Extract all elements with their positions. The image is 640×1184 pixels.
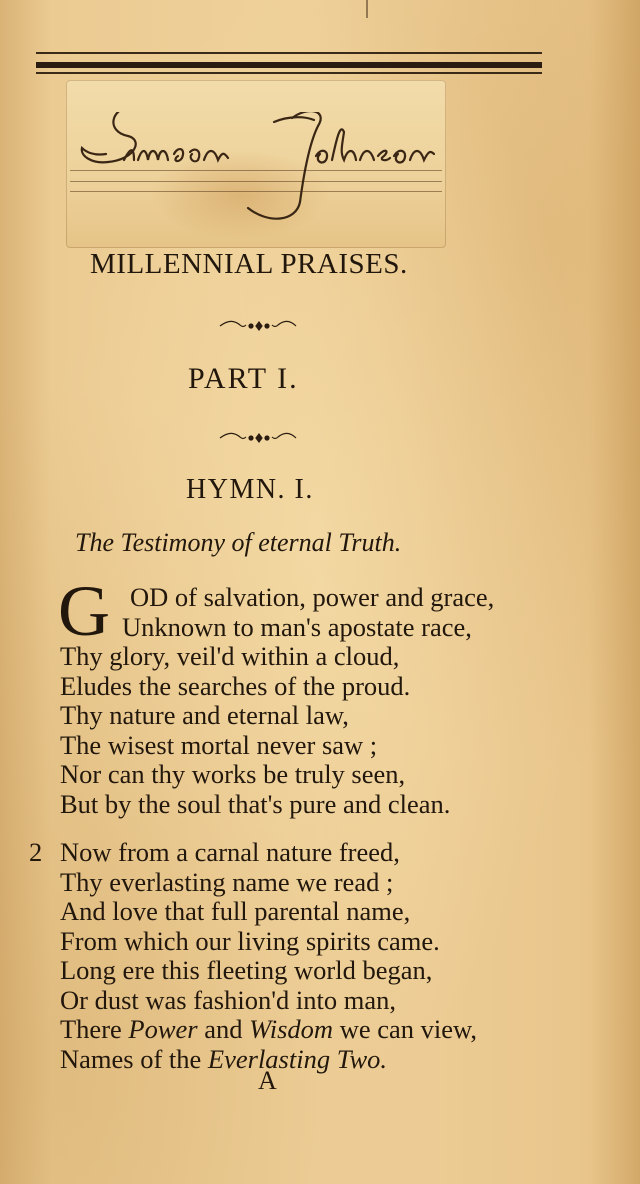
verse-line: Thy nature and eternal law, bbox=[60, 700, 349, 730]
verse-text: There bbox=[60, 1014, 129, 1044]
top-rule-thin-lower bbox=[36, 72, 542, 74]
verse-2 bbox=[60, 838, 477, 1074]
handwritten-signature bbox=[78, 112, 438, 232]
italic-word: Wisdom bbox=[249, 1014, 334, 1044]
top-rule-thick bbox=[36, 62, 542, 68]
verse-line: From which our living spirits came. bbox=[60, 925, 440, 956]
verse-text: and bbox=[197, 1014, 250, 1044]
verse-line: But by the soul that's pure and clean. bbox=[60, 788, 451, 819]
drop-cap-letter: G bbox=[58, 571, 110, 651]
verse-text: we can view, bbox=[333, 1014, 478, 1044]
ornament-divider-icon bbox=[218, 319, 298, 333]
italic-word: Power bbox=[128, 1014, 198, 1044]
page-crease-mark bbox=[366, 0, 368, 18]
verse-1 bbox=[60, 583, 494, 819]
verse-line: Eludes the searches of the proud. bbox=[60, 670, 411, 701]
verse-line: Thy everlasting name we read ; bbox=[60, 866, 394, 897]
verse-line: Thy glory, veil'd within a cloud, bbox=[60, 641, 400, 671]
top-rule-thin bbox=[36, 52, 542, 54]
verse-number: 2 bbox=[29, 837, 43, 867]
verse-line: And love that full parental name, bbox=[60, 896, 411, 926]
verse-line: Long ere this fleeting world began, bbox=[60, 955, 433, 985]
verse-line: Now from a carnal nature freed, bbox=[60, 837, 400, 867]
hymn-heading: HYMN. I. bbox=[186, 474, 314, 505]
part-heading: PART I. bbox=[188, 362, 299, 395]
printer-signature-mark: A bbox=[258, 1066, 277, 1095]
verse-line: Nor can thy works be truly seen, bbox=[60, 759, 406, 789]
hymn-subtitle: The Testimony of eternal Truth. bbox=[75, 528, 402, 557]
verse-line: OD of salvation, power and grace, bbox=[130, 582, 495, 612]
verse-line: Unknown to man's apostate race, bbox=[122, 611, 472, 642]
ornament-divider-icon bbox=[218, 431, 298, 445]
verse-text: Names of the bbox=[60, 1043, 208, 1074]
verse-line: The wisest mortal never saw ; bbox=[60, 729, 378, 760]
verse-line: Or dust was fashion'd into man, bbox=[60, 984, 396, 1015]
page-title: MILLENNIAL PRAISES. bbox=[90, 248, 408, 280]
italic-word: Everlasting Two. bbox=[207, 1043, 388, 1074]
verse-line bbox=[60, 1015, 477, 1045]
